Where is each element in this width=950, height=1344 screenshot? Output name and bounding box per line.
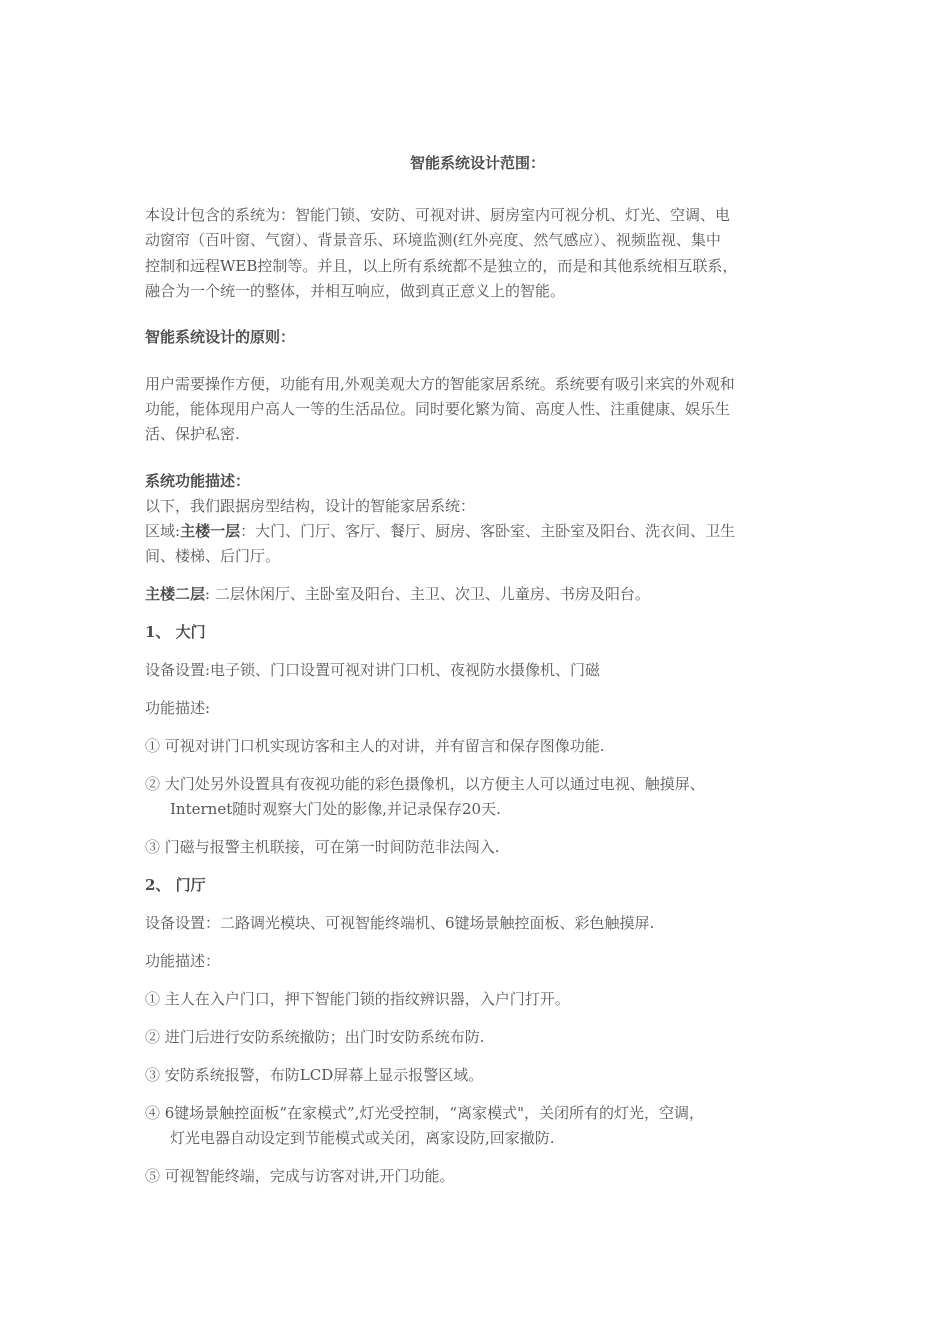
principle-line-3: 活、保护私密. — [145, 425, 240, 443]
section1-heading: 1、 大门 — [145, 623, 206, 641]
floor2-rooms: : 二层休闲厅、主卧室及阳台、主卫、次卫、儿童房、书房及阳台。 — [205, 585, 650, 603]
section1-item-2: ② 大门处另外设置具有夜视功能的彩色摄像机，以方便主人可以通过电视、触摸屏、 — [145, 775, 705, 793]
section1-item-3: ③ 门磁与报警主机联接，可在第一时间防范非法闯入. — [145, 838, 500, 856]
section2-item-1: ① 主人在入户门口，押下智能门锁的指纹辨识器，入户门打开。 — [145, 990, 570, 1008]
section2-item-3: ③ 安防系统报警，布防LCD屏幕上显示报警区域。 — [145, 1066, 484, 1084]
floor1-prefix: 区域: — [145, 522, 181, 540]
floor1-line-2: 间、楼梯、后门厅。 — [145, 547, 281, 565]
floor2-line — [145, 584, 650, 604]
principle-line-1: 用户需要操作方便，功能有用,外观美观大方的智能家居系统。系统要有吸引来宾的外观和 — [145, 375, 735, 393]
floor1-label: 主楼一层 — [180, 522, 241, 540]
intro-line-3: 控制和远程WEB控制等。并且，以上所有系统都不是独立的，而是和其他系统相互联系， — [145, 257, 738, 275]
section2-func-label: 功能描述： — [145, 952, 221, 970]
floor1-rooms: ：大门、门厅、客厅、餐厅、厨房、客卧室、主卧室及阳台、洗衣间、卫生 — [240, 522, 736, 540]
intro-line-4: 融合为一个统一的整体，并相互响应，做到真正意义上的智能。 — [145, 282, 566, 300]
intro-line-2: 动窗帘（百叶窗、气窗）、背景音乐、环境监测(红外亮度、然气感应）、视频监视、集中 — [145, 231, 721, 249]
principle-heading: 智能系统设计的原则： — [145, 328, 296, 346]
floor1-line-1 — [145, 521, 735, 541]
section2-item-2: ② 进门后进行安防系统撤防；出门时安防系统布防. — [145, 1028, 485, 1046]
section1-func-label: 功能描述: — [145, 699, 211, 717]
section2-equipment: 设备设置：二路调光模块、可视智能终端机、6键场景触控面板、彩色触摸屏. — [145, 914, 655, 932]
section2-item-4: ④ 6键场景触控面板“在家模式”,灯光受控制，“离家模式"，关闭所有的灯光，空调， — [145, 1104, 704, 1122]
section1-item-2-cont: Internet随时观察大门处的影像,并记录保存20天. — [170, 800, 501, 818]
document-title: 智能系统设计范围： — [409, 154, 545, 172]
principle-line-2: 功能，能体现用户高人一等的生活品位。同时要化繁为简、高度人性、注重健康、娱乐生 — [145, 400, 731, 418]
section2-item-4-cont: 灯光电器自动设定到节能模式或关闭，离家设防,回家撤防. — [170, 1129, 555, 1147]
function-heading: 系统功能描述： — [145, 472, 251, 490]
section2-item-5: ⑤ 可视智能终端，完成与访客对讲,开门功能。 — [145, 1167, 455, 1185]
section1-equipment: 设备设置:电子锁、门口设置可视对讲门口机、夜视防水摄像机、门磁 — [145, 661, 601, 679]
floor2-label: 主楼二层 — [145, 585, 206, 603]
section1-item-1: ① 可视对讲门口机实现访客和主人的对讲，并有留言和保存图像功能. — [145, 737, 605, 755]
function-intro: 以下，我们跟据房型结构，设计的智能家居系统： — [145, 497, 476, 515]
section2-heading: 2、 门厅 — [145, 876, 206, 894]
intro-line-1: 本设计包含的系统为：智能门锁、安防、可视对讲、厨房室内可视分机、灯光、空调、电 — [145, 206, 731, 224]
